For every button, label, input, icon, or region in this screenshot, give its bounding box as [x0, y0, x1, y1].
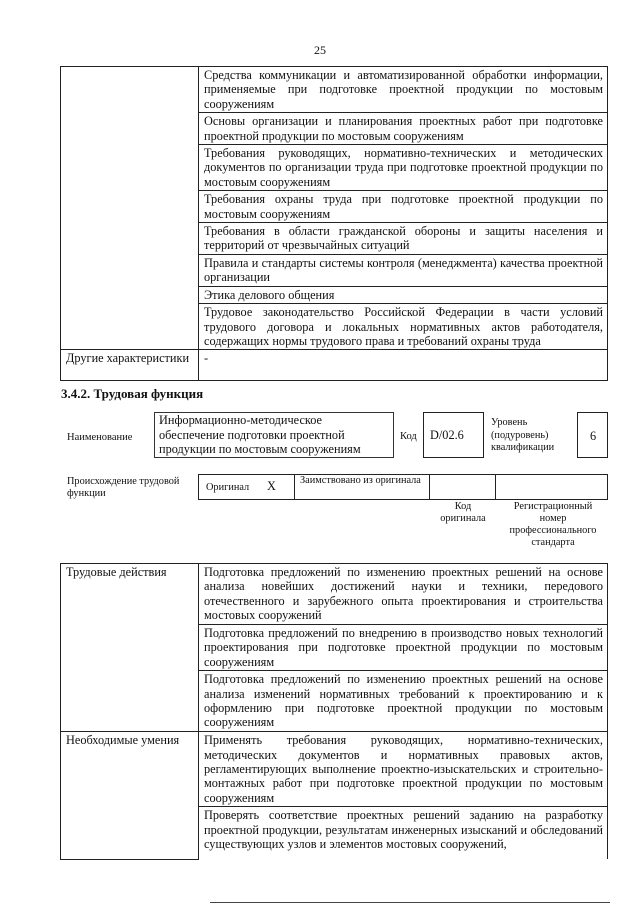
name-label: Наименование — [67, 432, 133, 443]
page-number: 25 — [314, 43, 326, 57]
qualification-level-label: Уровень (подуровень) квалификации — [491, 417, 555, 453]
code-value: D/02.6 — [430, 428, 464, 442]
section-heading: 3.4.2. Трудовая функция — [61, 386, 204, 401]
function-name-value: Информационно-методическое обеспечение подготовки проектной продукции по мостовым сооружениям — [159, 413, 361, 456]
registration-number-label: Регистрационный номер профессионального стандарта — [509, 501, 597, 548]
original-mark: X — [267, 479, 276, 493]
knowledge-table — [60, 66, 608, 381]
table-row — [61, 732, 608, 807]
level-value: 6 — [590, 429, 597, 443]
knowledge-item: Правила и стандарты системы контроля (менеджмента) качества проектной организации — [199, 254, 608, 286]
required-skills-label: Необходимые умения — [61, 732, 199, 860]
knowledge-item: Основы организации и планирования проектных работ при подготовке проектной продукции по мостовым сооружениям — [199, 113, 608, 145]
level-box — [577, 412, 608, 458]
knowledge-item: Средства коммуникации и автоматизированной обработки информации, применяемые при подготовке проектной продукции по мостовым сооружениям — [199, 67, 608, 113]
labor-action-item: Подготовка предложений по изменению проектных решений на основе анализа новейших достижений науки и техники, передового отечественного и зарубежного опыта проектирования и строительства мостовых сооружений — [199, 564, 608, 625]
knowledge-item: Требования охраны труда при подготовке проектной продукции по мостовым сооружениям — [199, 191, 608, 223]
table-row — [61, 67, 608, 113]
skill-item: Применять требования руководящих, нормативно-технических, методических документов и нормативных правовых актов, регламентирующих выполнение проектно-изыскательских и строительно-монтажных работ при подготовке проектной продукции по мостовым сооружениям — [199, 732, 608, 807]
knowledge-item: Требования в области гражданской обороны и защиты населения и территорий от чрезвычайных ситуаций — [199, 223, 608, 255]
code-box — [423, 412, 484, 458]
origin-label: Происхождение трудовой функции — [67, 476, 180, 499]
labor-action-item: Подготовка предложений по изменению проектных решений на основе анализа изменений нормативных требований к проектированию и к оформлению при подготовке проектной продукции по мостовым сооружениям — [199, 671, 608, 732]
function-name-box — [154, 412, 394, 458]
table-row — [61, 564, 608, 625]
original-label: Оригинал — [206, 482, 250, 493]
labor-actions-label: Трудовые действия — [61, 564, 199, 732]
code-label: Код — [400, 431, 417, 442]
borrowed-label: Заимствовано из оригинала — [300, 475, 421, 486]
label-cell-empty — [61, 67, 199, 350]
labor-action-item: Подготовка предложений по внедрению в производство новых технологий проектирования при подготовке проектной продукции по мостовым сооружениям — [199, 625, 608, 671]
other-characteristics-label: Другие характеристики — [61, 350, 199, 381]
other-characteristics-value: - — [199, 350, 608, 381]
knowledge-item: Требования руководящих, нормативно-технических и методических документов по организации труда при подготовке проектной продукции по мостовым сооружениям — [199, 145, 608, 191]
skill-item: Проверять соответствие проектных решений заданию на разработку проектной продукции, результатам инженерных изысканий и обследований существующих узлов и элементов мостовых сооружений, — [199, 807, 608, 860]
code-original-label: Код оригинала — [440, 501, 486, 524]
knowledge-item: Трудовое законодательство Российской Федерации в части условий трудового договора и локальных нормативных актов работодателя, содержащих нормы трудового права и требований охраны труда — [199, 304, 608, 350]
labor-function-table — [60, 563, 608, 860]
bottom-edge-line — [210, 902, 610, 903]
knowledge-item: Этика делового общения — [199, 286, 608, 303]
table-row — [61, 350, 608, 381]
